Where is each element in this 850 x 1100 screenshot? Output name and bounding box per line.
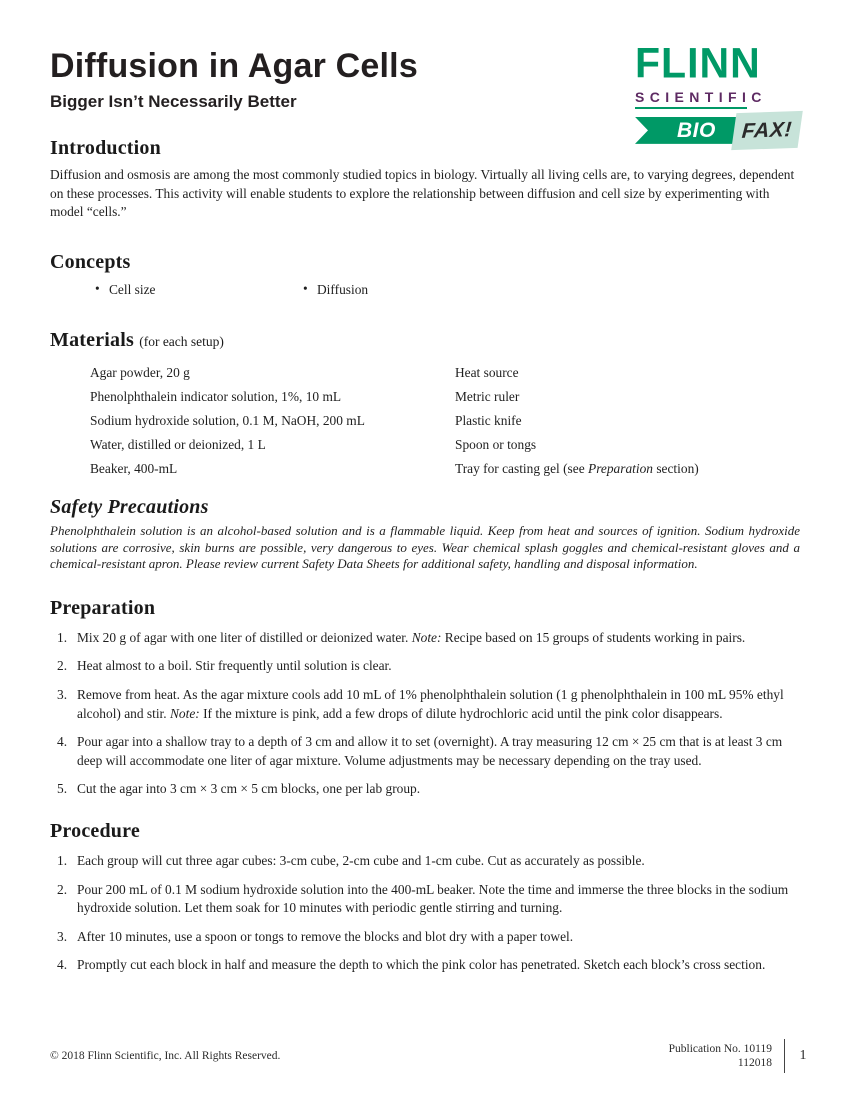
safety-paragraph: Phenolphthalein solution is an alcohol-based solution and is a flammable liquid. Keep from heat and sources of ignition. Sodium hydroxide solutions are corrosive, skin burns are possible, very dangerous to eyes. Wear chemical splash goggles and chemical-resistant gloves and a chemical-resistant apron. Please review current Safety Data Sheets for additional safety, handling and disposal information. — [50, 523, 800, 572]
copyright-text: © 2018 Flinn Scientific, Inc. All Rights Reserved. — [50, 1050, 281, 1062]
publication-number: Publication No. 10119 — [668, 1043, 772, 1055]
page-subtitle: Bigger Isn’t Necessarily Better — [50, 91, 297, 111]
procedure-step: After 10 minutes, use a spoon or tongs to remove the blocks and blot dry with a paper towel. — [77, 928, 574, 944]
publication-info — [669, 1042, 772, 1070]
preparation-step: Heat almost to a boil. Stir frequently until solution is clear. — [77, 658, 392, 674]
preparation-step: Cut the agar into 3 cm × 3 cm × 5 cm blocks, one per lab group. — [77, 781, 421, 797]
section-heading-procedure: Procedure — [50, 820, 140, 843]
section-heading-preparation: Preparation — [50, 596, 156, 619]
page-number: 1 — [799, 1048, 807, 1063]
concept-item: • Diffusion — [303, 282, 368, 298]
material-item: Heat source — [455, 365, 519, 381]
preparation-step: Mix 20 g of agar with one liter of distilled or deionized water. Note: Recipe based on 15 groups of students working in pairs. — [77, 629, 746, 645]
material-item: Spoon or tongs — [455, 437, 537, 453]
materials-heading-note: (for each setup) — [139, 334, 224, 350]
procedure-step: Pour 200 mL of 0.1 M sodium hydroxide solution into the 400-mL beaker. Note the time and immerse the three blocks in the sodium hydroxide solution. Let them soak for 10 minutes with periodic gentle stirring and turning. — [77, 881, 789, 916]
section-heading-introduction: Introduction — [50, 136, 161, 159]
material-item: Agar powder, 20 g — [90, 365, 190, 381]
bio-label: BIO — [677, 118, 716, 142]
material-item: Tray for casting gel (see Preparation section) — [455, 461, 699, 477]
introduction-paragraph: Diffusion and osmosis are among the most commonly studied topics in biology. Virtually all living cells are, to varying degrees, dependent on these processes. This activity will enable students to explore the relationship between diffusion and cell size by experimenting with model “cells.” — [50, 166, 795, 220]
material-item: Water, distilled or deionized, 1 L — [90, 437, 266, 453]
material-item: Metric ruler — [455, 389, 520, 405]
preparation-step: Pour agar into a shallow tray to a depth of 3 cm and allow it to set (overnight). A tray measuring 12 cm × 25 cm that is at least 3 cm deep will accommodate one liter of agar mixture. Volume adjustments may be necessary depending on the tray used. — [77, 734, 783, 768]
materials-list — [90, 361, 800, 481]
page-title: Diffusion in Agar Cells — [50, 47, 418, 85]
section-heading-concepts: Concepts — [50, 251, 131, 274]
logo-scientific-text: SCIENTIFIC — [635, 88, 767, 105]
material-item: Sodium hydroxide solution, 0.1 M, NaOH, 200 mL — [90, 413, 365, 429]
procedure-step: Promptly cut each block in half and measure the depth to which the pink color has penetrated. Sketch each block’s cross section. — [77, 957, 766, 973]
concepts-list — [50, 282, 800, 298]
logo-underline — [635, 107, 747, 109]
preparation-steps — [50, 629, 800, 799]
procedure-steps — [50, 852, 800, 975]
flinn-scientific-logo — [635, 38, 800, 150]
section-heading-materials — [50, 329, 800, 352]
fax-plate — [731, 111, 803, 150]
footer-divider — [784, 1039, 785, 1073]
section-heading-safety-precautions: Safety Precautions — [50, 496, 209, 519]
page-footer — [50, 1038, 810, 1074]
logo-brand-text: FLINN — [635, 38, 761, 88]
footer-right-block — [669, 1039, 810, 1073]
material-item: Phenolphthalein indicator solution, 1%, 10 mL — [90, 389, 342, 405]
materials-heading-text: Materials — [50, 329, 134, 352]
procedure-step: Each group will cut three agar cubes: 3-cm cube, 2-cm cube and 1-cm cube. Cut as accurately as possible. — [77, 853, 645, 869]
biofax-badge — [635, 112, 800, 150]
fax-label: FAX! — [741, 117, 793, 143]
material-item: Plastic knife — [455, 413, 522, 429]
concept-item: • Cell size — [95, 282, 303, 298]
preparation-step: Remove from heat. As the agar mixture cools add 10 mL of 1% phenolphthalein solution (1 g phenolphthalein in 100 mL 95% ethyl alcohol) and stir. Note: If the mixture is pink, add a few drops of dilute hydrochloric acid until the pink color disappears. — [77, 687, 784, 721]
publication-date-code: 112018 — [737, 1057, 772, 1069]
material-item: Beaker, 400-mL — [90, 461, 178, 477]
